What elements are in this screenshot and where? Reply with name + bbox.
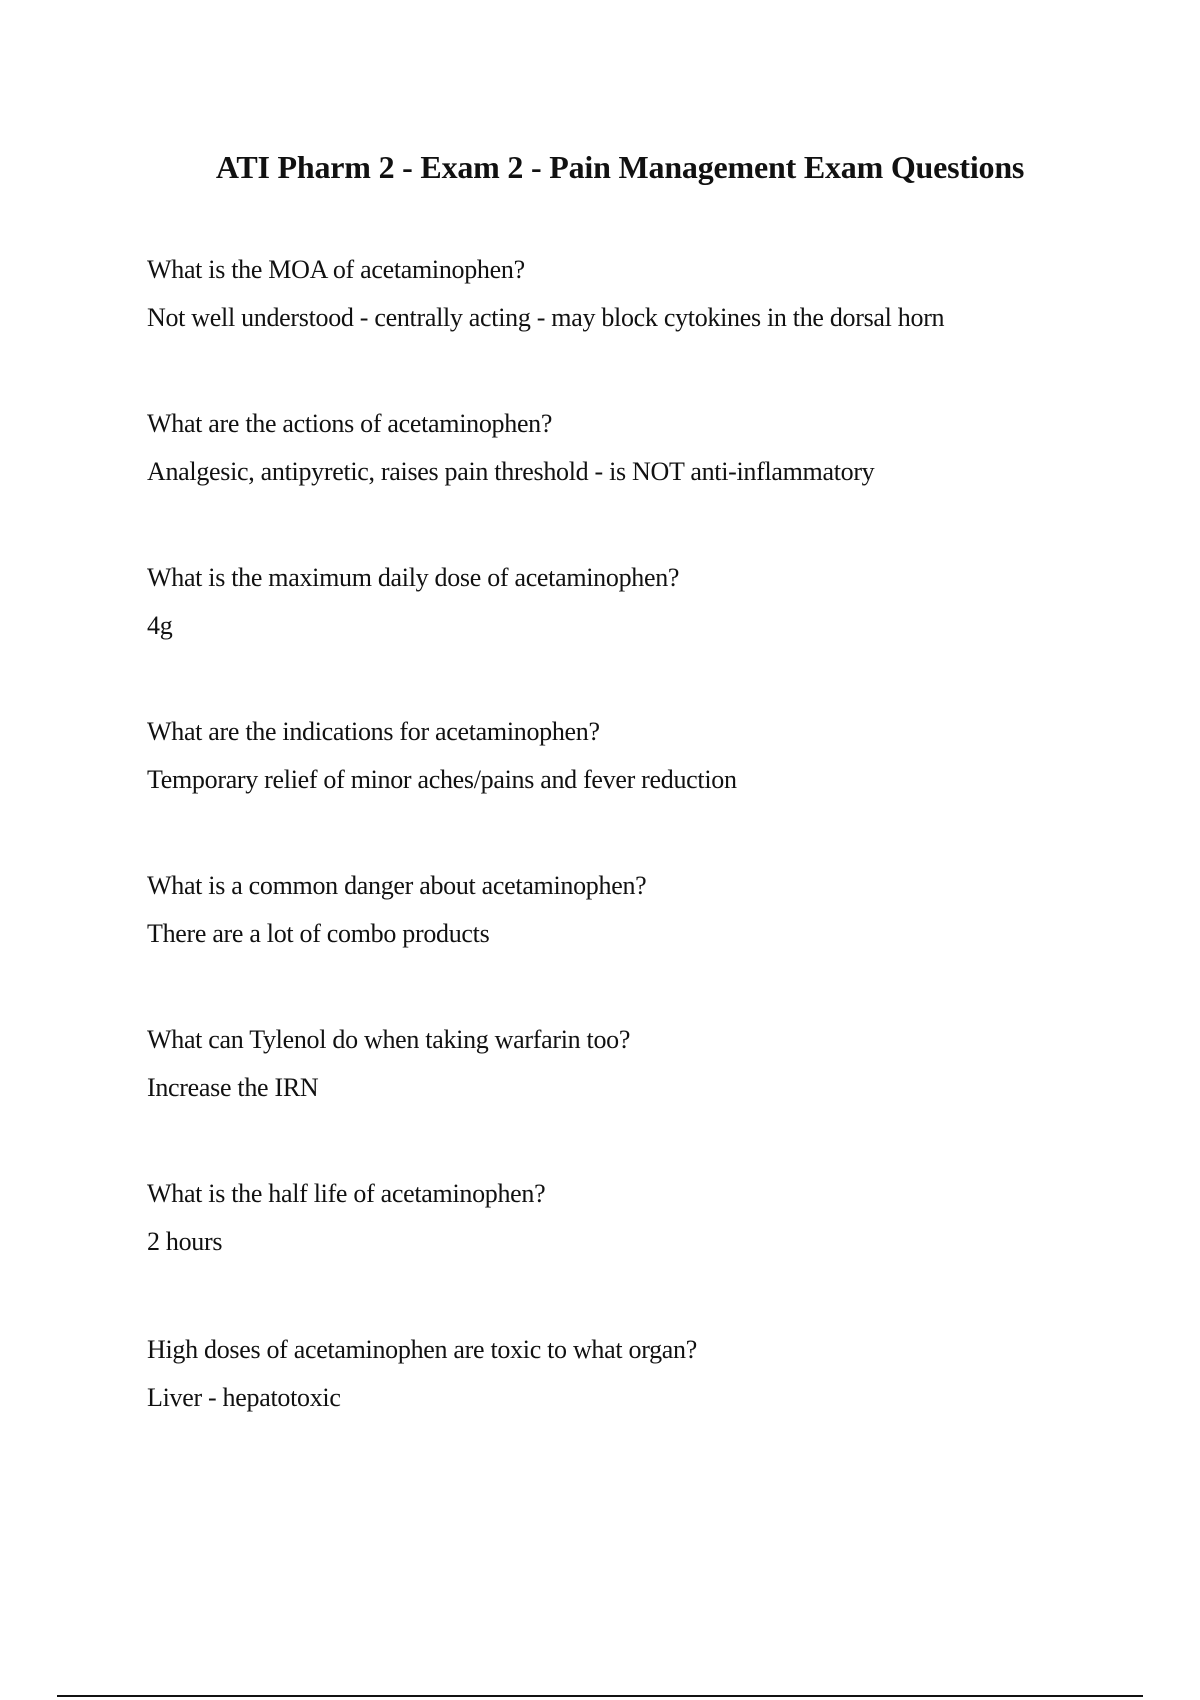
answer-text: Temporary relief of minor aches/pains and fever reduction — [147, 765, 737, 794]
question-text: What is the half life of acetaminophen? — [147, 1179, 546, 1208]
answer-text: Analgesic, antipyretic, raises pain threshold - is NOT anti-inflammatory — [147, 457, 875, 486]
qa-item — [147, 408, 1147, 488]
document-title: ATI Pharm 2 - Exam 2 - Pain Management Exam Questions — [215, 149, 1025, 185]
answer-text: Not well understood - centrally acting - may block cytokines in the dorsal horn — [147, 303, 945, 332]
answer-text: 2 hours — [147, 1227, 223, 1256]
qa-item — [147, 870, 1147, 950]
answer-text: 4g — [147, 611, 173, 640]
question-text: What are the actions of acetaminophen? — [147, 409, 553, 438]
qa-item — [147, 716, 1147, 796]
qa-item — [147, 562, 1147, 642]
question-text: What can Tylenol do when taking warfarin too? — [147, 1025, 631, 1054]
answer-text: Increase the IRN — [147, 1073, 319, 1102]
qa-item — [147, 1024, 1147, 1104]
question-text: What are the indications for acetaminophen? — [147, 717, 600, 746]
qa-item — [147, 1178, 1147, 1258]
qa-item — [147, 1334, 1147, 1414]
question-text: What is the maximum daily dose of acetaminophen? — [147, 563, 680, 592]
qa-item — [147, 254, 1147, 334]
bottom-divider — [57, 1695, 1143, 1697]
answer-text: Liver - hepatotoxic — [147, 1383, 341, 1412]
question-text: High doses of acetaminophen are toxic to what organ? — [147, 1335, 697, 1364]
answer-text: There are a lot of combo products — [147, 919, 490, 948]
question-text: What is a common danger about acetaminophen? — [147, 871, 647, 900]
question-text: What is the MOA of acetaminophen? — [147, 255, 525, 284]
